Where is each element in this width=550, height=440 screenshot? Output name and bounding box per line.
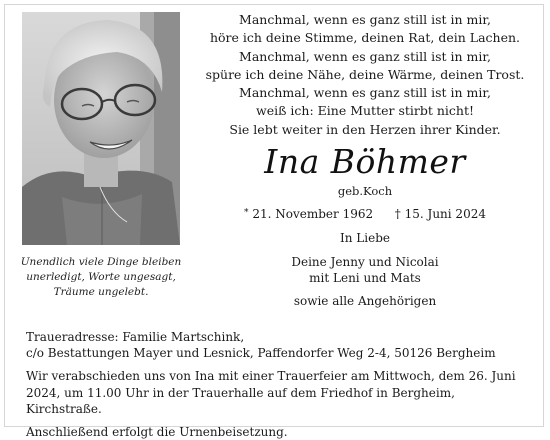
service-details xyxy=(26,329,536,440)
maiden-name: geb.Koch xyxy=(337,184,393,198)
photo-caption xyxy=(14,255,188,300)
deceased-name: Ina Böhmer xyxy=(264,142,466,181)
life-dates xyxy=(190,205,540,222)
funeral-home-address: c/o Bestattungen Mayer und Lesnick, Paffendorfer Weg 2-4, 50126 Bergheim xyxy=(26,346,496,361)
caption-line: Unendlich viele Dinge bleiben xyxy=(20,256,182,268)
poem-line: höre ich deine Stimme, deinen Rat, dein Lachen. xyxy=(209,30,521,46)
portrait-photo xyxy=(22,12,180,245)
birth-symbol: * xyxy=(244,208,249,218)
poem-line: Manchmal, wenn es ganz still ist in mir, xyxy=(239,12,491,27)
mourners-intro: In Liebe xyxy=(340,231,390,245)
birth-date: 21. November 1962 xyxy=(252,207,374,221)
urn-burial-note: Anschließend erfolgt die Urnenbeisetzung. xyxy=(26,425,288,440)
memorial-poem xyxy=(190,11,540,139)
death-symbol: † xyxy=(394,207,401,221)
death-date: 15. Juni 2024 xyxy=(404,207,486,221)
mourners-line: sowie alle Angehörigen xyxy=(293,293,437,308)
mourners-line: mit Leni und Mats xyxy=(309,271,421,286)
service-announcement: Wir verabschieden uns von Ina mit einer Trauerfeier am Mittwoch, dem 26. Juni 2024, um 11.00 Uhr in der Trauerhalle auf dem Friedhof in Bergheim, Kirchstraße. xyxy=(26,369,516,416)
poem-line: Manchmal, wenn es ganz still ist in mir, xyxy=(239,85,491,101)
caption-line: unerledigt, Worte ungesagt, xyxy=(26,271,176,283)
poem-line: weiß ich: Eine Mutter stirbt nicht! xyxy=(256,103,474,119)
mourning-address: Traueradresse: Familie Martschink, xyxy=(26,330,245,344)
poem-line: Manchmal, wenn es ganz still ist in mir, xyxy=(239,48,491,64)
mourners-block xyxy=(190,230,540,309)
portrait-image xyxy=(22,12,180,245)
poem-line: spüre ich deine Nähe, deine Wärme, deinen Trost. xyxy=(205,66,525,82)
caption-line: Träume ungelebt. xyxy=(53,286,149,298)
poem-line: Sie lebt weiter in den Herzen ihrer Kinder. xyxy=(229,121,501,137)
mourners-line: Deine Jenny und Nicolai xyxy=(291,255,439,270)
